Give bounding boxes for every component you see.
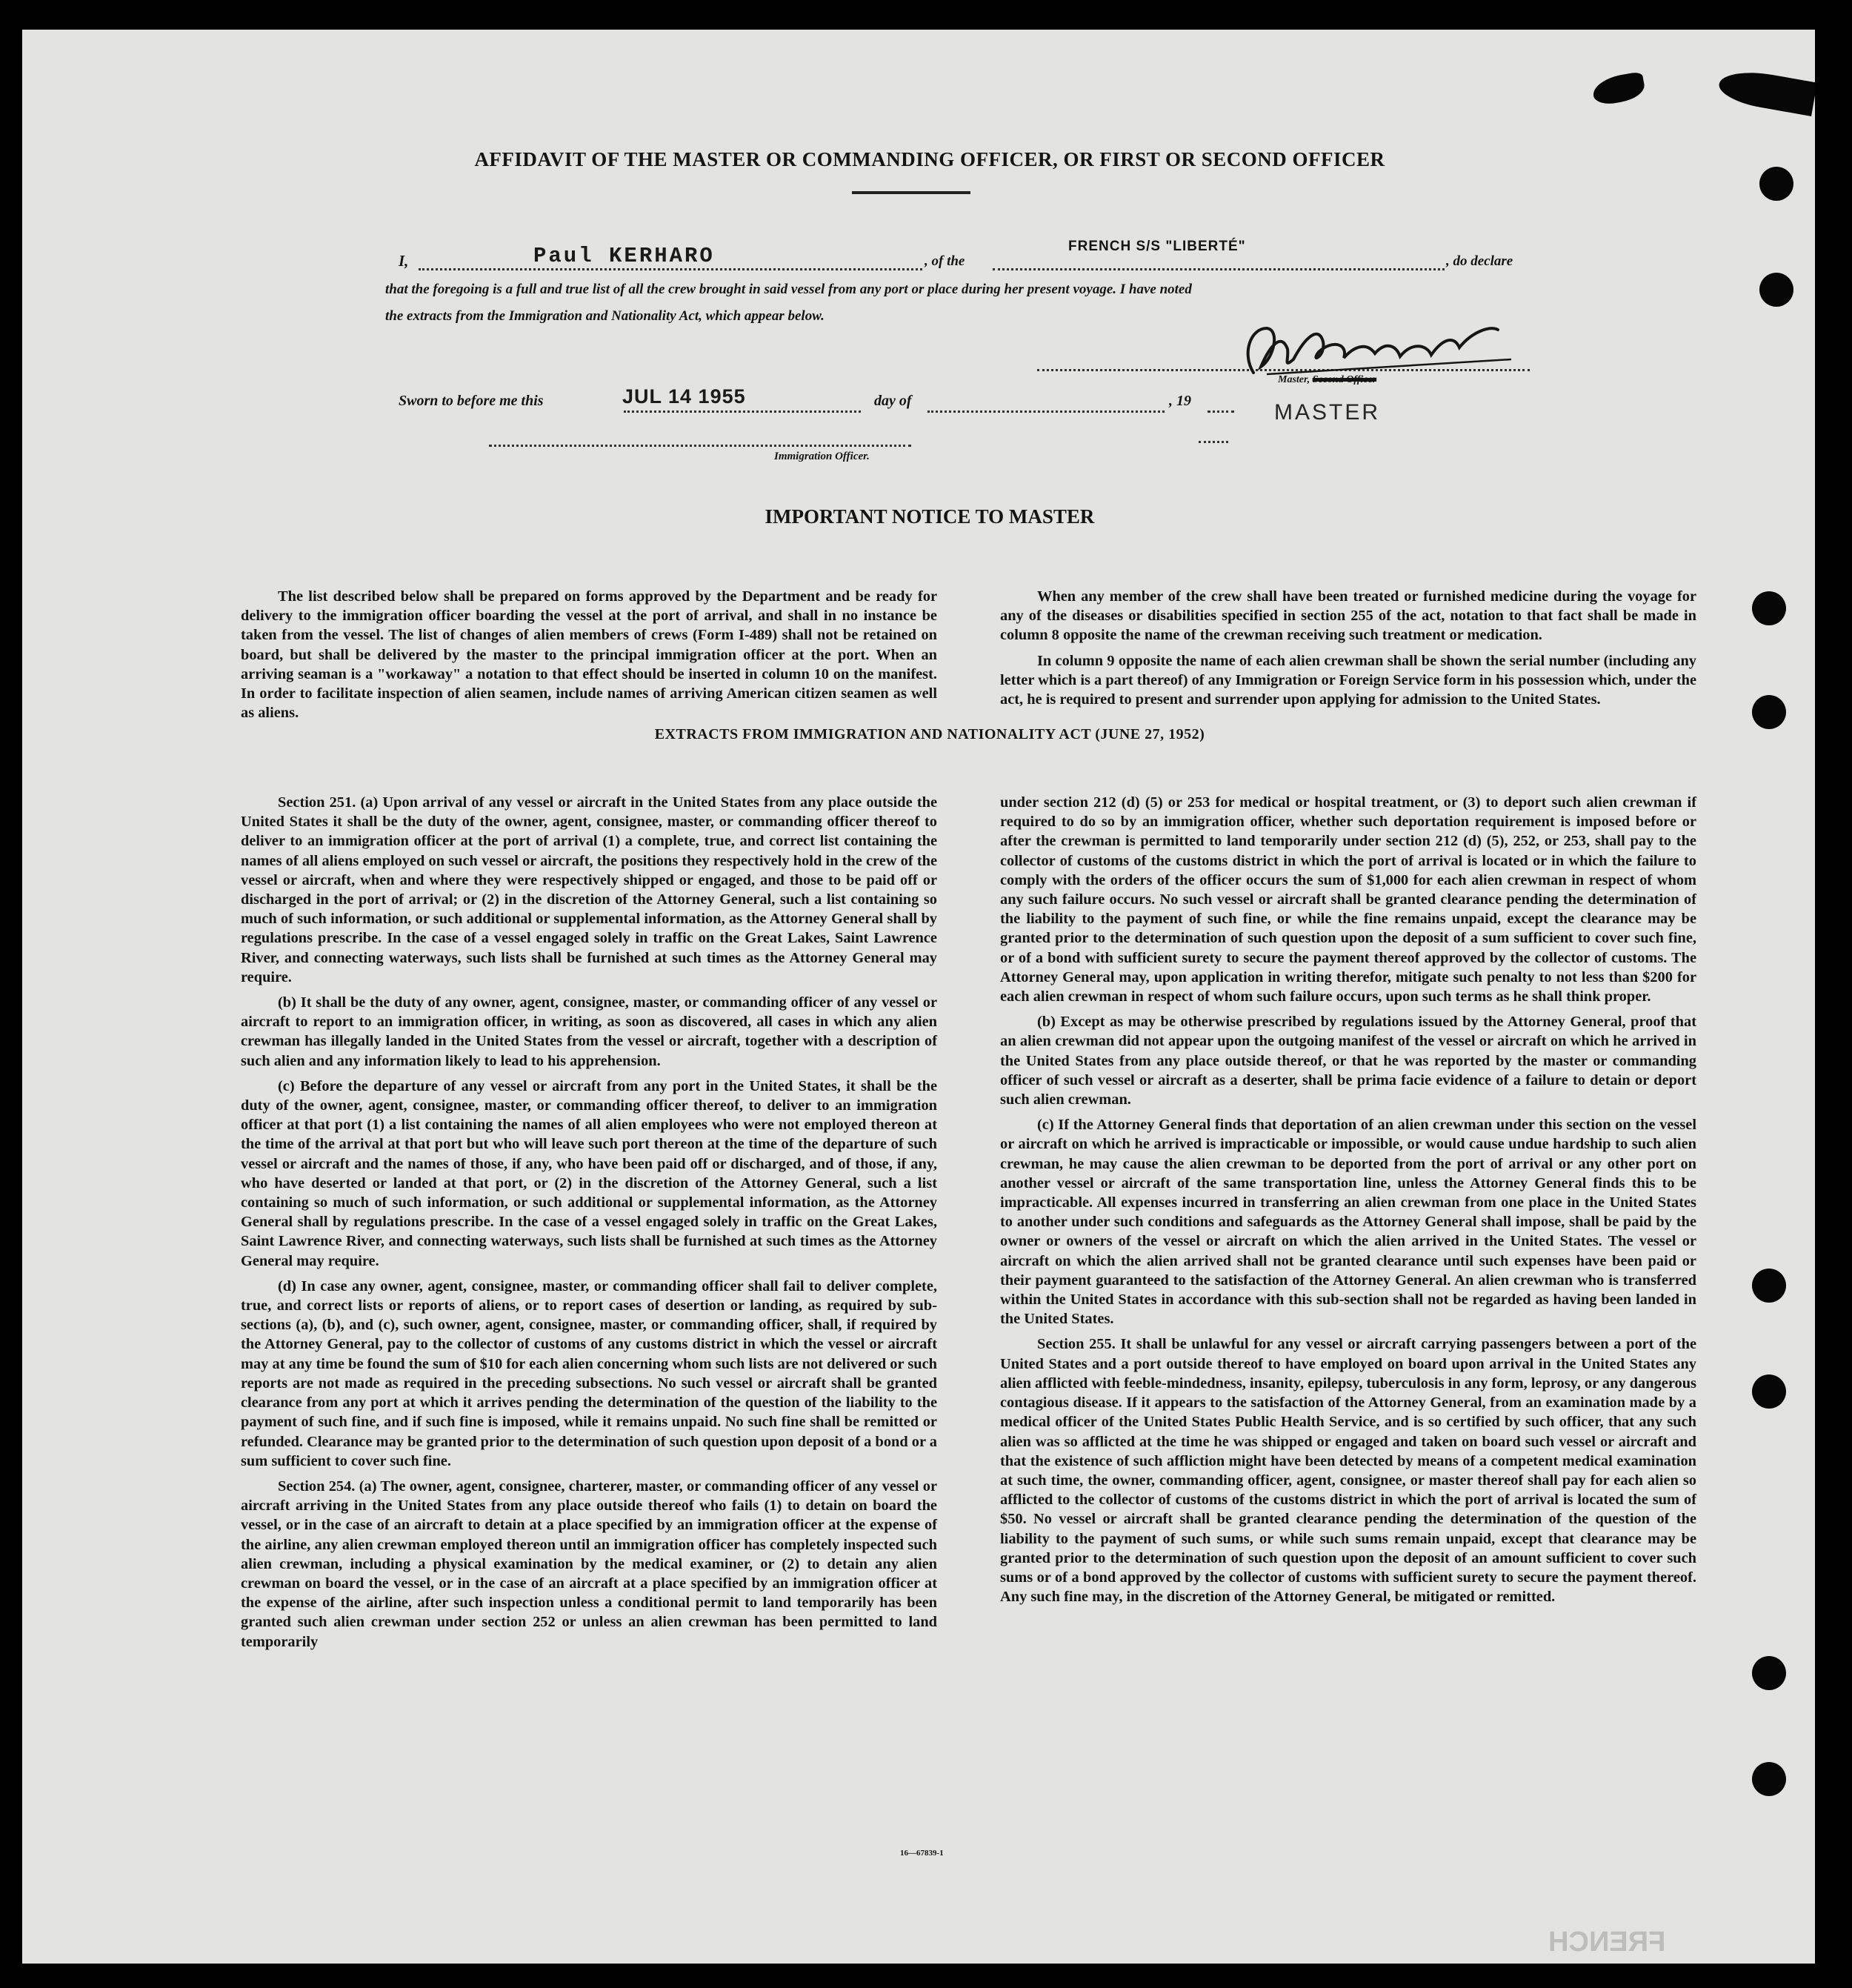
notice-title: IMPORTANT NOTICE TO MASTER (765, 505, 1095, 528)
binder-hole (1752, 591, 1786, 625)
extract-section-251c: (c) Before the departure of any vessel or aircraft from any port in the United States, it shall be the duty of the owner, agent, consignee, master, or commanding officer thereof, to deliver to an immigration officer at that port (1) a list containing the names of all alien employees who were not employed thereon at the time of the arrival at that port but who will leave such port thereon at the time of the departure of such vessel or aircraft and the names of those, if any, who have been paid off or discharged, and of those, if any, who have deserted or landed at that port, or (2) in the discretion of the Attorney General, such a list containing so much of such information, or such additional or supplemental information, as the Attorney General shall by regulations prescribe. In the case of a vessel engaged solely in traffic on the Great Lakes, Saint Lawrence River, and connecting waterways, such lists shall be furnished at such times as the Attorney General may require. (241, 1077, 937, 1269)
do-declare-label: , do declare (1446, 253, 1513, 269)
binder-hole (1752, 1374, 1786, 1409)
year-label: , 19 (1169, 393, 1191, 409)
master-stamp: MASTER (1274, 400, 1381, 425)
statement-line-1: that the foregoing is a full and true list of all the crew brought in said vessel from any port or place during her present voyage. I have noted (385, 282, 1192, 297)
name-field-line (419, 268, 922, 270)
day-of-label: day of (874, 393, 912, 409)
extract-section-255: Section 255. It shall be unlawful for any vessel or aircraft carrying passengers between a port of the United States and a port outside thereof to have employed on board upon arrival in the United States any alien afflicted with feeble-mindedness, insanity, epilepsy, tuberculosis in any form, leprosy, or any dangerous contagious disease. If it appears to the satisfaction of the Attorney General, from an examination made by a medical officer of the United States Public Health Service, and is so certified by such officer, that any such alien was so afflicted at the time he was shipped or engaged and taken on board such vessel or aircraft and that the existence of such affliction might have been detected by means of a competent medical examination at such time, the owner, commanding officer, agent, consignee, or master thereof shall pay for each alien so afflicted to the collector of customs of the customs district in which the port of arrival is located the sum of $50. No vessel or aircraft shall be granted clearance pending the determination of the question of the liability to the payment of such sums, or while such sums remain unpaid, except that clearance may be granted prior to the determination of such question upon the deposit of an amount sufficient to cover such sums or of a bond approved by the collector of customs with sufficient surety to secure the payment thereof. Any such fine may, in the discretion of the Attorney General, be mitigated or remitted. (1000, 1336, 1696, 1606)
binder-hole (1759, 167, 1793, 201)
title-rule (852, 191, 970, 194)
sworn-date-line (624, 410, 861, 413)
form-code: 16—67839-1 (900, 1849, 944, 1858)
extracts-title: EXTRACTS FROM IMMIGRATION AND NATIONALITY ACT (JUNE 27, 1952) (654, 726, 1205, 742)
extract-section-251a: Section 251. (a) Upon arrival of any vessel or aircraft in the United States from any place outside the United States it shall be the duty of the owner, agent, consignee, master, or commanding officer thereof to deliver to an immigration officer at the port of arrival (1) a complete, true, and correct list containing the names of all aliens employed on such vessel or aircraft, the positions they respectively hold in the crew of the vessel or aircraft, when and where they were respectively shipped or engaged, and those to be paid off or discharged in the port of arrival; or (2) in the discretion of the Attorney General, such a list containing so much of such information, or such additional or supplemental information, as the Attorney General shall by regulations prescribe. In the case of a vessel engaged solely in traffic on the Great Lakes, Saint Lawrence River, and connecting waterways, such lists shall be furnished at such times as the Attorney General may require. (241, 794, 937, 985)
binder-hole (1752, 1656, 1786, 1690)
extract-section-254c: (c) If the Attorney General finds that deportation of an alien crewman under this section on the vessel or aircraft on which he arrived is impracticable or impossible, or would cause undue hardship to such alien crewman, he may cause the alien crewman to be deported from the port of arrival or any other port on another vessel or aircraft of the same transportation line, unless the Attorney General finds this to be impracticable. All expenses incurred in transferring an alien crewman from one place in the United States to another under such conditions and safeguards as the Attorney General shall impose, shall be paid by the owner or owners of the vessel or aircraft on which the alien arrived in the United States. The vessel or aircraft on which the alien arrived shall not be granted clearance until such expenses have been paid or their payment guaranteed to the satisfaction of the Attorney General. An alien crewman who is transferred within the United States in accordance with this sub-section shall not be regarded as having been landed in the United States. (1000, 1117, 1696, 1328)
notice-left-paragraph: The list described below shall be prepared on forms approved by the Department and be ready for delivery to the immigration officer boarding the vessel at the port of arrival, and shall in no instance be taken from the vessel. The list of changes of alien members of crews (Form I-489) shall not be retained on board, but shall be delivered by the master to the principal immigration officer at the port. When an arriving seaman is a "workaway" a notation to that effect should be inserted in column 10 on the manifest. In order to facilitate inspection of alien seamen, include names of arriving American citizen seamen as well as aliens. (241, 588, 937, 722)
torn-corner-mark (1716, 66, 1815, 116)
torn-corner-mark (1590, 71, 1646, 107)
year-line (1208, 410, 1234, 413)
binder-hole (1752, 1762, 1786, 1796)
immigration-officer-line (489, 445, 911, 447)
extract-section-251d: (d) In case any owner, agent, consignee, master, or commanding officer shall fail to deliver complete, true, and correct lists or reports of aliens, or to report cases of desertion or landing, as required by sub-sections (a), (b), and (c), such owner, agent, consignee, master, or commanding officer, shall, if required by the Attorney General, pay to the collector of customs of any customs district in which the vessel or aircraft may at any time be found the sum of $10 for each alien concerning whom such lists are not delivered or such reports are not made as required in the preceding subsections. No such vessel or aircraft shall be granted clearance from any port at which it arrives pending the determination of the question of the liability to the payment of such fine, and if such fine is imposed, while it remains unpaid. No such fine shall be remitted or refunded. Clearance may be granted prior to the determination of such question upon deposit of a bond or a sum sufficient to cover such fine. (241, 1277, 937, 1469)
extract-section-254b: (b) Except as may be otherwise prescribed by regulations issued by the Attorney General, proof that an alien crewman did not appear upon the outgoing manifest of the vessel or aircraft on which he arrived in the United States from any place outside thereof, or that he was reported by the master or commanding officer of such vessel or aircraft as a deserter, shall be prima facie evidence of a failure to detain or deport such alien crewman. (1000, 1014, 1696, 1108)
extract-section-254a: Section 254. (a) The owner, agent, consignee, charterer, master, or commanding officer of any vessel or aircraft arriving in the United States from any place outside thereof who fails (1) to detain on board the vessel, or in the case of an aircraft to detain at a place specified by an immigration officer at the expense of the airline, any alien crewman employed thereon until an immigration officer has completely inspected such alien crewman, including a physical examination by the medical examiner, or (2) to detain any alien crewman on board the vessel, or in the case of an aircraft at a place specified by an immigration officer at the expense of the airline, after such inspection unless a conditional permit to land temporarily has been granted such alien crewman under section 252 or unless an alien crewman has been permitted to land temporarily (241, 1477, 937, 1650)
signature-caption (1278, 374, 1376, 386)
statement-line-2: the extracts from the Immigration and Nationality Act, which appear below. (385, 308, 825, 324)
affidavit-title: AFFIDAVIT OF THE MASTER OR COMMANDING OFFICER, OR FIRST OR SECOND OFFICER (474, 148, 1385, 170)
extracts-right-column (1000, 793, 1696, 1612)
declarant-name-field[interactable]: Paul KERHARO (533, 244, 715, 268)
vessel-field-line (993, 268, 1445, 270)
extract-section-254a-cont: under section 212 (d) (5) or 253 for medical or hospital treatment, or (3) to deport such alien crewman if required to do so by an immigration officer, whether such deportation requirement is imposed before or after the crewman is permitted to land temporarily under section 212 (d) (5), 252, or 253, shall pay to the collector of customs of the customs district in which the port of arrival is located or in which the failure to comply with the orders of the officer occurs the sum of $1,000 for each alien crewman in respect of whom any such failure occurs. No such vessel or aircraft shall be granted clearance pending the determination of the liability to the payment of such fine, or while the fine remains unpaid, except the clearance may be granted prior to the determination of such question upon the deposit of a sum sufficient to cover such fine, or of a bond with sufficient surety to secure the payment thereof approved by the collector of customs. The Attorney General may, upon application in writing therefor, mitigate such penalty to not less than $200 for each alien crewman in respect of whom such failure occurs, upon such terms as he shall think proper. (1000, 794, 1696, 1005)
binder-hole (1752, 695, 1786, 729)
sworn-date-stamp[interactable]: JUL 14 1955 (622, 385, 746, 408)
binder-hole (1759, 273, 1793, 307)
binder-hole (1752, 1269, 1786, 1303)
sworn-label: Sworn to before me this (399, 393, 544, 409)
bleed-through-mark: FRENCH (1548, 1927, 1666, 1958)
notice-left-column (241, 587, 937, 728)
document-page (22, 30, 1815, 1964)
day-of-line (927, 410, 1165, 413)
extracts-left-column (241, 793, 937, 1658)
signature-caption-struck: Second Officer (1312, 374, 1377, 385)
i-label: I, (399, 252, 409, 270)
of-the-label: , of the (925, 253, 965, 269)
signature-caption-master: Master, (1278, 374, 1310, 385)
notice-right-column (1000, 587, 1696, 715)
notice-right-paragraph-2: In column 9 opposite the name of each alien crewman shall be shown the serial number (including any letter which is a part thereof) of any Immigration or Foreign Service form in his possession which, under the act, he is required to present and surrender upon applying for admission to the United States. (1000, 652, 1696, 708)
immigration-officer-label: Immigration Officer. (774, 451, 870, 462)
vessel-name: FRENCH S/S "LIBERTÉ" (1068, 239, 1246, 254)
small-dash (1199, 441, 1228, 443)
extract-section-251b: (b) It shall be the duty of any owner, agent, consignee, master, or commanding officer of any vessel or aircraft to report to an immigration officer, in writing, as soon as discovered, all cases in which any alien crewman has illegally landed in the United States from the vessel or aircraft, together with a description of such alien and any information likely to lead to his apprehension. (241, 994, 937, 1069)
notice-right-paragraph-1: When any member of the crew shall have been treated or furnished medicine during the voyage for any of the diseases or disabilities specified in section 255 of the act, notation to that fact shall be made in column 8 opposite the name of the crewman receiving such treatment or medication. (1000, 588, 1696, 644)
